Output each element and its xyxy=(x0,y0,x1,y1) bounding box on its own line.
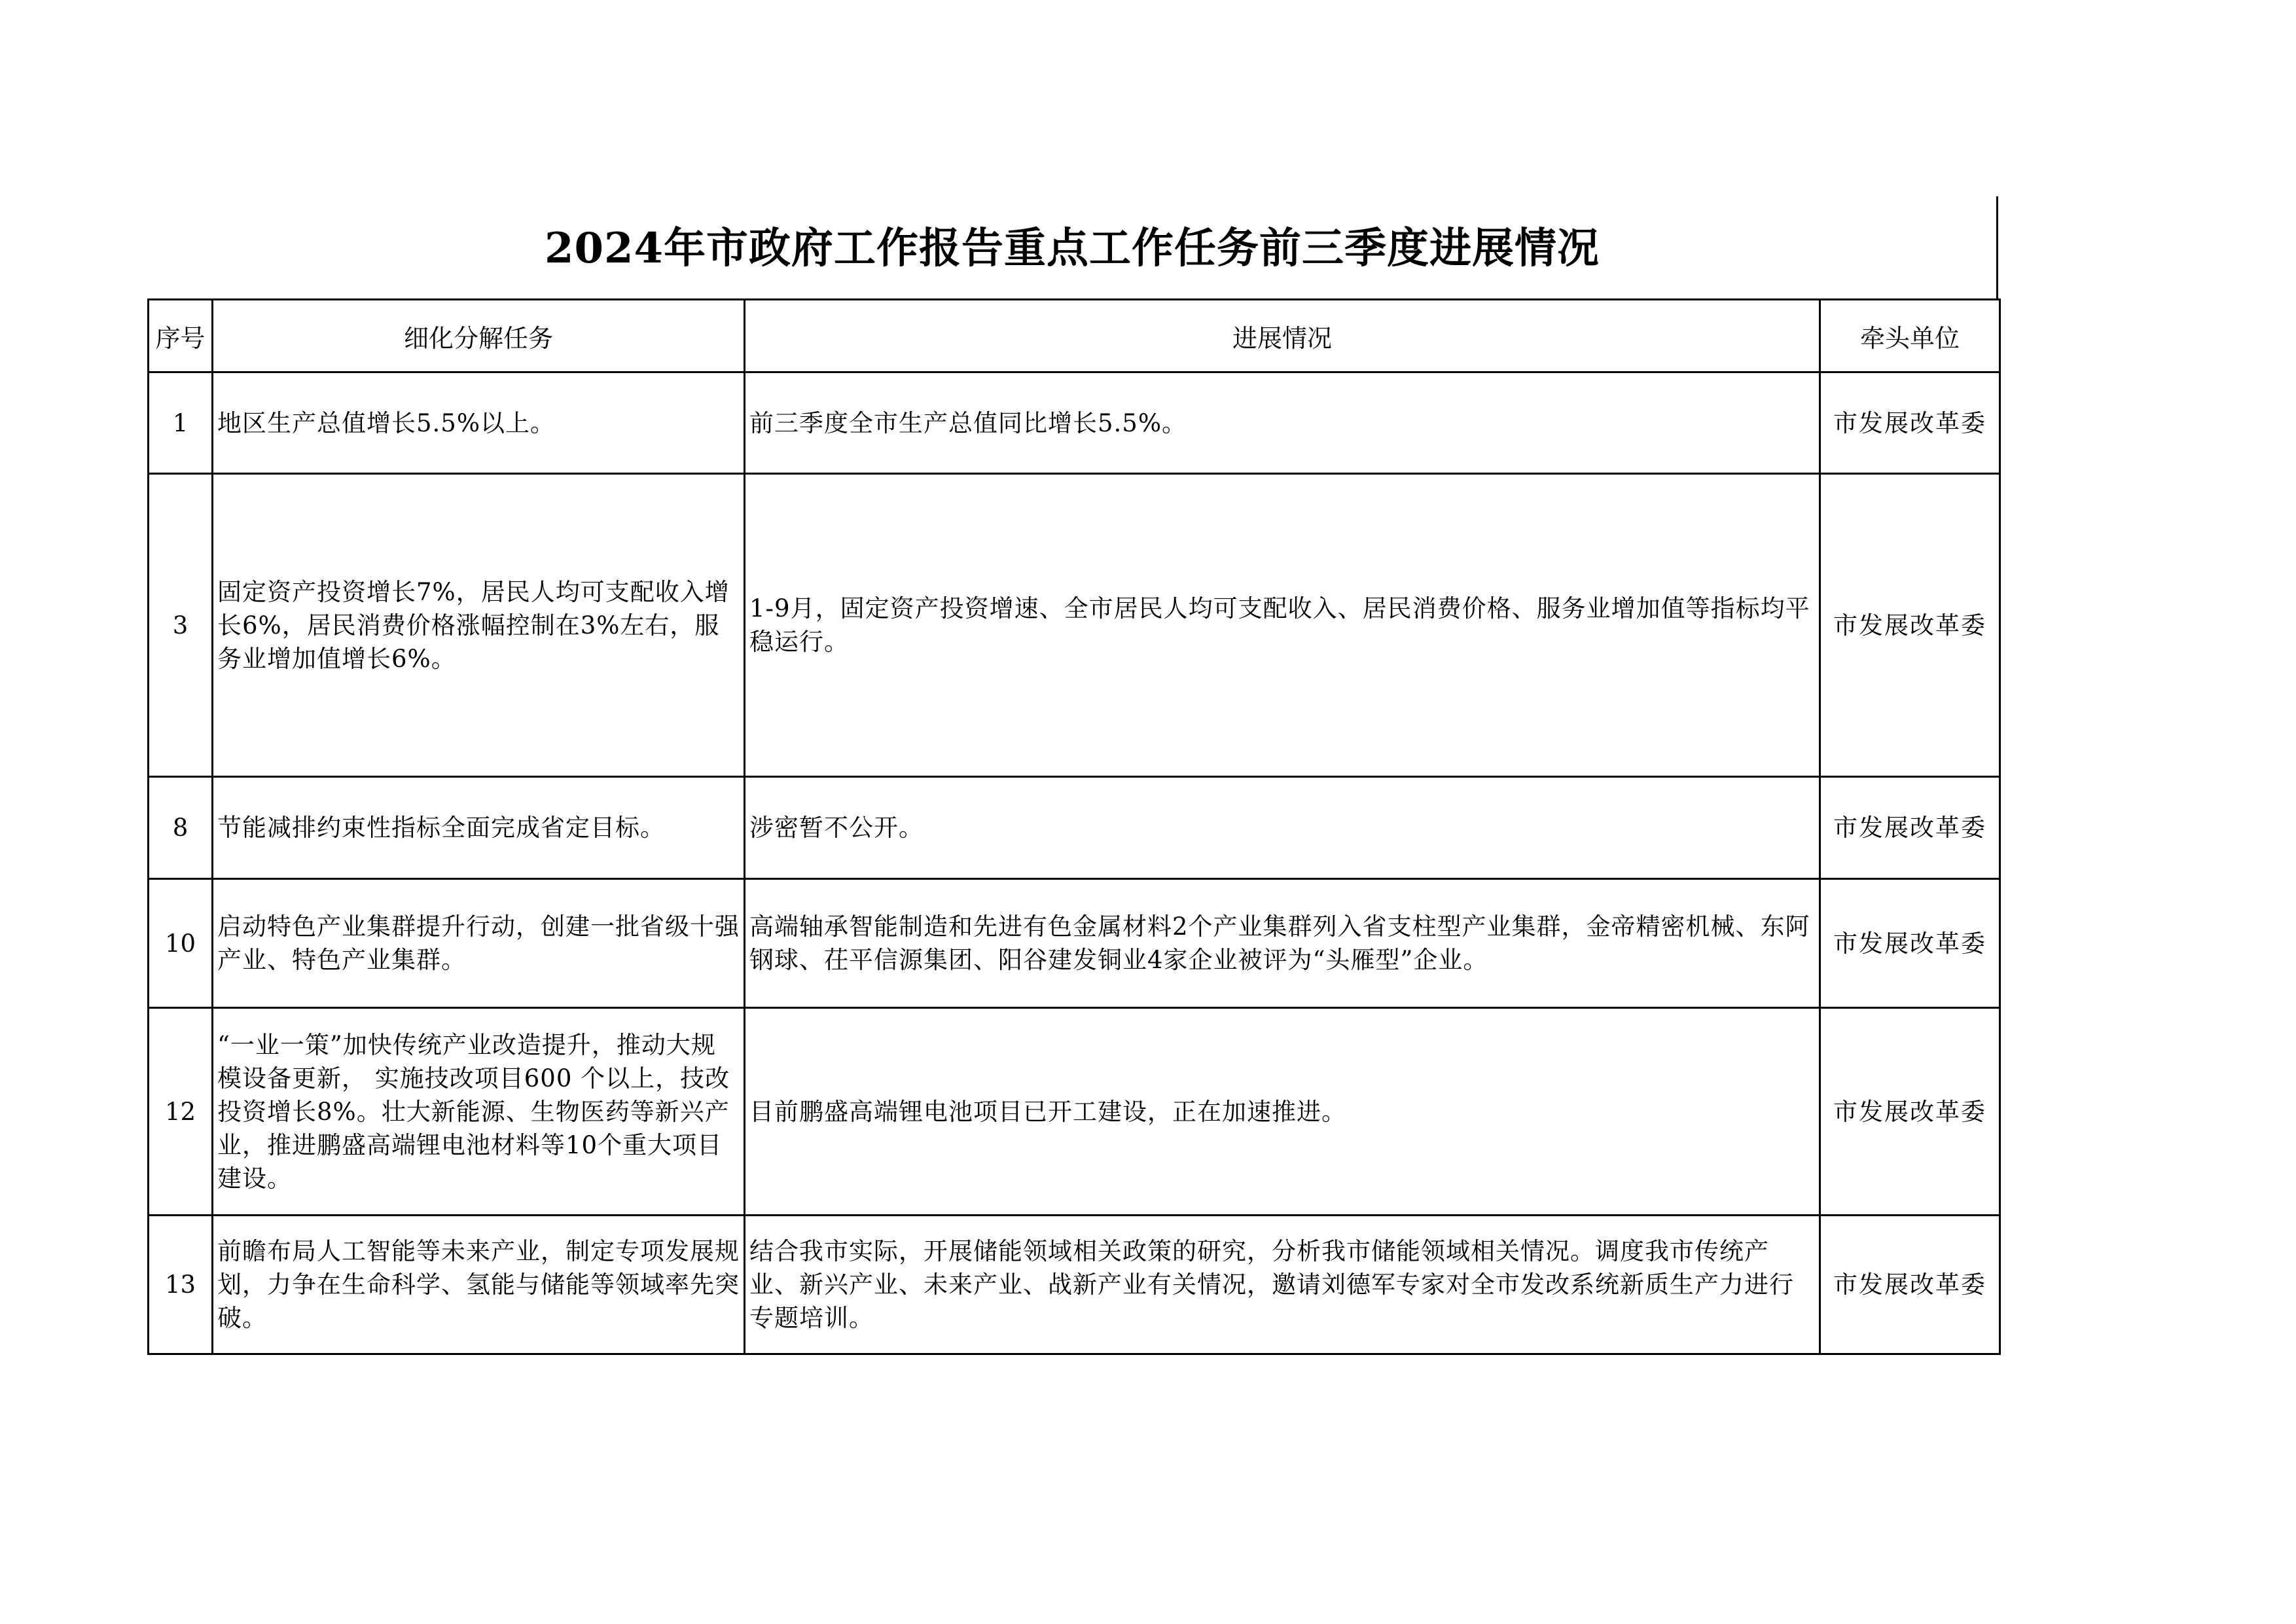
row-task xyxy=(213,474,745,777)
row-task xyxy=(213,1216,745,1354)
task-text: 前瞻布局人工智能等未来产业，制定专项发展规划，力争在生命科学、氢能与储能等领域率先突破。 xyxy=(217,1237,740,1332)
row-seq: 8 xyxy=(149,777,213,879)
row-seq: 3 xyxy=(149,474,213,777)
row-unit: 市发展改革委 xyxy=(1820,474,2000,777)
row-task xyxy=(213,1008,745,1216)
row-unit: 市发展改革委 xyxy=(1820,879,2000,1008)
row-progress xyxy=(745,474,1820,777)
header-seq: 序号 xyxy=(149,300,213,372)
progress-text: 前三季度全市生产总值同比增长5.5%。 xyxy=(749,408,1187,437)
progress-text: 涉密暂不公开。 xyxy=(749,814,924,842)
progress-text: 结合我市实际，开展储能领域相关政策的研究，分析我市储能领域相关情况。调度我市传统产业、新兴产业、未来产业、战新产业有关情况，邀请刘德军专家对全市发改系统新质生产力进行专题培训。 xyxy=(749,1237,1794,1332)
table-row xyxy=(149,777,2000,879)
table-row xyxy=(149,372,2000,474)
row-seq: 10 xyxy=(149,879,213,1008)
progress-text: 高端轴承智能制造和先进有色金属材料2个产业集群列入省支柱型产业集群，金帝精密机械、东阿钢球、茌平信源集团、阳谷建发铜业4家企业被评为“头雁型”企业。 xyxy=(749,912,1810,974)
row-task xyxy=(213,777,745,879)
table-row xyxy=(149,1008,2000,1216)
row-unit: 市发展改革委 xyxy=(1820,372,2000,474)
row-progress xyxy=(745,879,1820,1008)
task-text: 地区生产总值增长5.5%以上。 xyxy=(217,408,555,437)
progress-table xyxy=(147,298,2001,1355)
task-text: 固定资产投资增长7%，居民人均可支配收入增长6%，居民消费价格涨幅控制在3%左右，服务业增加值增长6%。 xyxy=(217,577,730,673)
row-unit: 市发展改革委 xyxy=(1820,1216,2000,1354)
header-unit: 牵头单位 xyxy=(1820,300,2000,372)
row-unit: 市发展改革委 xyxy=(1820,1008,2000,1216)
header-task: 细化分解任务 xyxy=(213,300,745,372)
progress-text: 目前鹏盛高端锂电池项目已开工建设，正在加速推进。 xyxy=(749,1097,1346,1126)
row-progress xyxy=(745,1216,1820,1354)
row-seq: 1 xyxy=(149,372,213,474)
row-seq: 12 xyxy=(149,1008,213,1216)
title-right-border xyxy=(1996,196,1998,300)
table-header-row xyxy=(149,300,2000,372)
table-row xyxy=(149,879,2000,1008)
progress-text: 1-9月，固定资产投资增速、全市居民人均可支配收入、居民消费价格、服务业增加值等指标均平稳运行。 xyxy=(749,594,1810,656)
row-unit: 市发展改革委 xyxy=(1820,777,2000,879)
document-title: 2024年市政府工作报告重点工作任务前三季度进展情况 xyxy=(544,224,1600,273)
row-progress xyxy=(745,1008,1820,1216)
header-progress: 进展情况 xyxy=(745,300,1820,372)
row-progress xyxy=(745,777,1820,879)
table-row xyxy=(149,1216,2000,1354)
task-text: 启动特色产业集群提升行动，创建一批省级十强产业、特色产业集群。 xyxy=(217,912,740,974)
table-row xyxy=(149,474,2000,777)
task-text: 节能减排约束性指标全面完成省定目标。 xyxy=(217,814,665,842)
row-seq: 13 xyxy=(149,1216,213,1354)
row-task xyxy=(213,879,745,1008)
task-text: “一业一策”加快传统产业改造提升，推动大规模设备更新， 实施技改项目600 个以上，技改投资增长8%。壮大新能源、生物医药等新兴产业，推进鹏盛高端锂电池材料等10个重大项目建设。 xyxy=(217,1030,730,1193)
row-progress xyxy=(745,372,1820,474)
row-task xyxy=(213,372,745,474)
